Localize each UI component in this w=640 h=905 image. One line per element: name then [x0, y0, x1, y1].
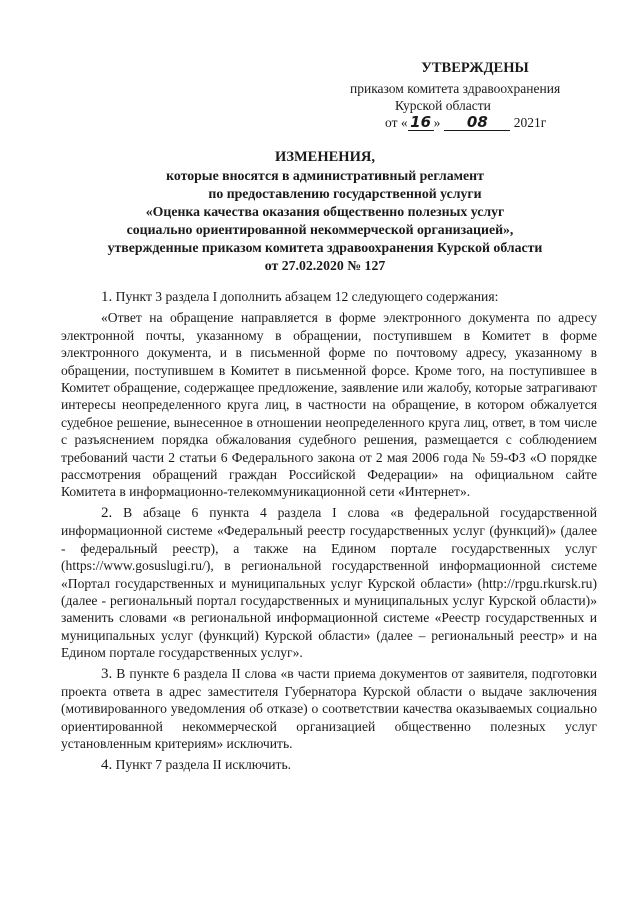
- paragraph-text: Пункт 7 раздела II исключить.: [115, 756, 292, 772]
- date-month-handwritten: 08: [466, 113, 488, 131]
- paragraph-1: [61, 288, 597, 306]
- approval-heading: УТВЕРЖДЕНЫ: [421, 60, 529, 76]
- paragraph-1-quote: [61, 309, 597, 500]
- approval-region: Курской области: [395, 98, 491, 113]
- approval-date: [340, 114, 590, 131]
- date-prefix: от «: [385, 115, 408, 130]
- approval-block: [340, 60, 590, 131]
- title-line-5: утвержденные приказом комитета здравоохранения Курской области: [107, 240, 543, 255]
- paragraph-text: В абзаце 6 пункта 4 раздела I слова «в федеральной государственной информационной системе «Федеральный реестр государственных услуг (функций)» (далее - федеральный реестр), а также на Едином портале государственных услуг (https://www.gosuslugi.ru/), в региональной государственной информационной системе «Портал государственных и муниципальных услуг Курской области» (http://rpgu.rkursk.ru) (далее - региональный портал государственных и муниципальных услуг Курской области)» заменить словами «в региональной информационной системе «Реестр государственных и муниципальных услуг (функций) Курской области» (далее – региональный реестр» и на Едином портале государственных услуг».: [61, 504, 597, 661]
- title-line-1: которые вносятся в административный регламент: [166, 168, 484, 183]
- paragraph-text: Пункт 3 раздела I дополнить абзацем 12 следующего содержания:: [115, 289, 499, 304]
- paragraph-4: [61, 756, 597, 774]
- paragraph-3: [61, 665, 597, 753]
- title-line-3: «Оценка качества оказания общественно полезных услуг: [145, 204, 505, 219]
- paragraph-number: 2.: [101, 504, 113, 521]
- paragraph-number: 3.: [101, 665, 113, 682]
- title-line-4: социально ориентированной некоммерческой организацией»,: [126, 222, 514, 237]
- paragraph-number: 4.: [101, 756, 113, 773]
- title-line-6: от 27.02.2020 № 127: [264, 258, 386, 273]
- document-title: [70, 148, 580, 275]
- paragraph-text: В пункте 6 раздела II слова «в части приема документов от заявителя, подготовки проекта ответа в адрес заместителя Губернатора Курской области о выдаче заключения (мотивированного уведомления об отказе) о соответствии качества оказываемых социально ориентированной некоммерческой организацией общественно полезных услуг установленным критериям» исключить.: [61, 665, 597, 752]
- date-year: 2021г: [513, 115, 547, 130]
- date-day-handwritten: 16: [410, 113, 432, 131]
- title-heading: ИЗМЕНЕНИЯ,: [275, 149, 375, 165]
- document-body: [61, 288, 597, 777]
- paragraph-text: «Ответ на обращение направляется в форме электронного документа по адресу электронной почты, указанному в обращении, поступившем в Комитет в форме электронного документа, и в письменной форме по почтовому адресу, указанному в обращении, поступившем в Комитет в письменной форсе. Кроме того, на поступившее в Комитет обращение, содержащее предложение, заявление или жалобу, которые затрагивают интересы неопределенного круга лиц, в частности на обращение, в котором обжалуется судебное решение, вынесенное в отношении неопределенного круга лиц, ответ, в том числе с разъяснением порядка обжалования судебного решения, размещается с соблюдением требований части 2 статьи 6 Федерального закона от 2 мая 2006 года № 59-ФЗ «О порядке рассмотрения обращений граждан Российской Федерации» на официальном сайте Комитета в информационно-телекоммуникационной сети «Интернет».: [61, 310, 597, 500]
- date-month-blank: [444, 115, 510, 131]
- approval-issuer: приказом комитета здравоохранения: [350, 81, 561, 96]
- date-mid: »: [433, 115, 441, 130]
- paragraph-number: 1.: [101, 289, 113, 305]
- title-line-2: по предоставлению государственной услуги: [208, 186, 482, 201]
- paragraph-2: [61, 504, 597, 662]
- date-day-blank: [408, 115, 434, 131]
